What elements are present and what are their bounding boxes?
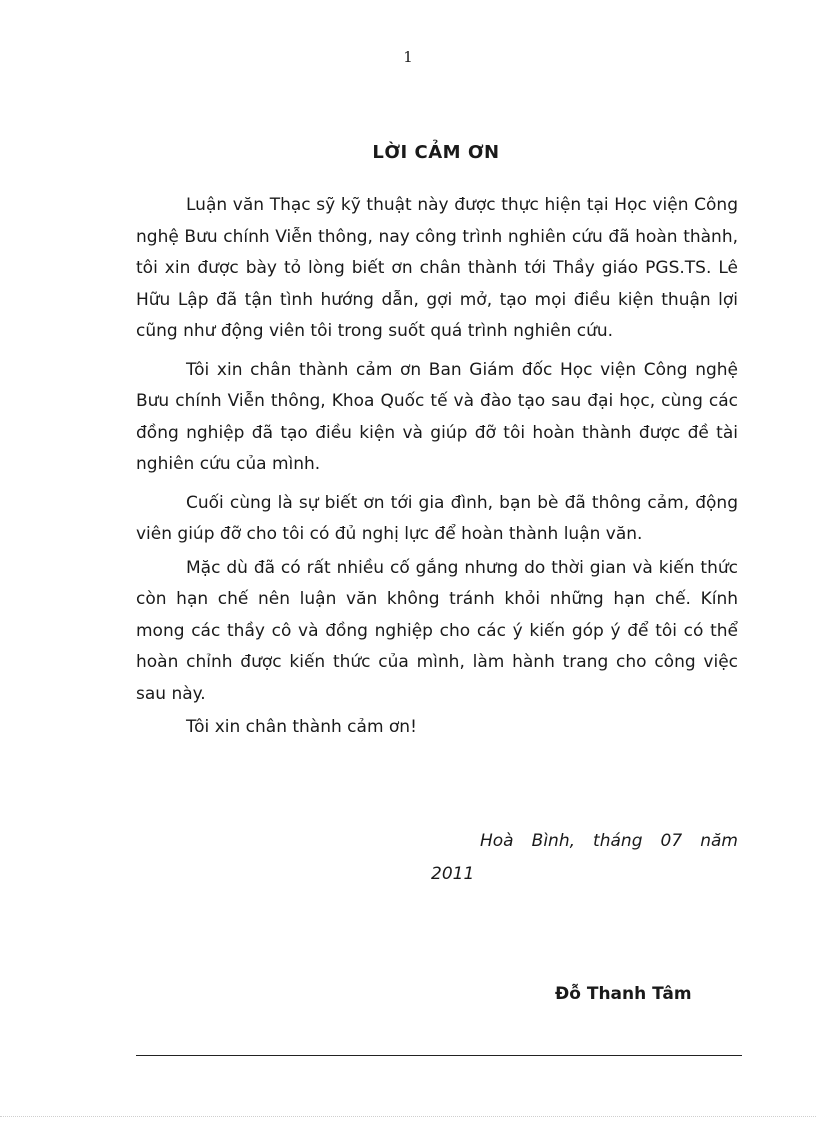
paragraph-3: Cuối cùng là sự biết ơn tới gia đình, bạn bè đã thông cảm, động viên giúp đỡ cho tôi có đủ nghị lực để hoàn thành luận văn.	[136, 492, 738, 544]
paragraph-5: Tôi xin chân thành cảm ơn!	[186, 717, 417, 737]
page-bottom-border	[0, 1116, 816, 1117]
date-year: 2011	[431, 864, 475, 884]
page-title: LỜI CẢM ƠN	[372, 142, 500, 163]
author-signature: Đỗ Thanh Tâm	[555, 984, 692, 1004]
date-place-line: Hoà Bình, tháng 07 năm	[480, 831, 738, 851]
paragraph-2: Tôi xin chân thành cảm ơn Ban Giám đốc Học viện Công nghệ Bưu chính Viễn thông, Khoa Quốc tế và đào tạo sau đại học, cùng các đồng nghiệp đã tạo điều kiện và giúp đỡ tôi hoàn thành được đề tài nghiên cứu của mình.	[136, 359, 738, 474]
acknowledgement-body	[136, 190, 738, 744]
paragraph-1: Luận văn Thạc sỹ kỹ thuật này được thực hiện tại Học viện Công nghệ Bưu chính Viễn thông, nay công trình nghiên cứu đã hoàn thành, tôi xin được bày tỏ lòng biết ơn chân thành tới Thầy giáo PGS.TS. Lê Hữu Lập đã tận tình hướng dẫn, gợi mở, tạo mọi điều kiện thuận lợi cũng như động viên tôi trong suốt quá trình nghiên cứu.	[136, 195, 738, 341]
paragraph-4: Mặc dù đã có rất nhiều cố gắng nhưng do thời gian và kiến thức còn hạn chế nên luận văn không tránh khỏi những hạn chế. Kính mong các thầy cô và đồng nghiệp cho các ý kiến góp ý để tôi có thể hoàn chỉnh được kiến thức của mình, làm hành trang cho công việc sau này.	[136, 557, 738, 704]
footer-rule	[136, 1055, 742, 1056]
page-number: 1	[403, 48, 413, 66]
